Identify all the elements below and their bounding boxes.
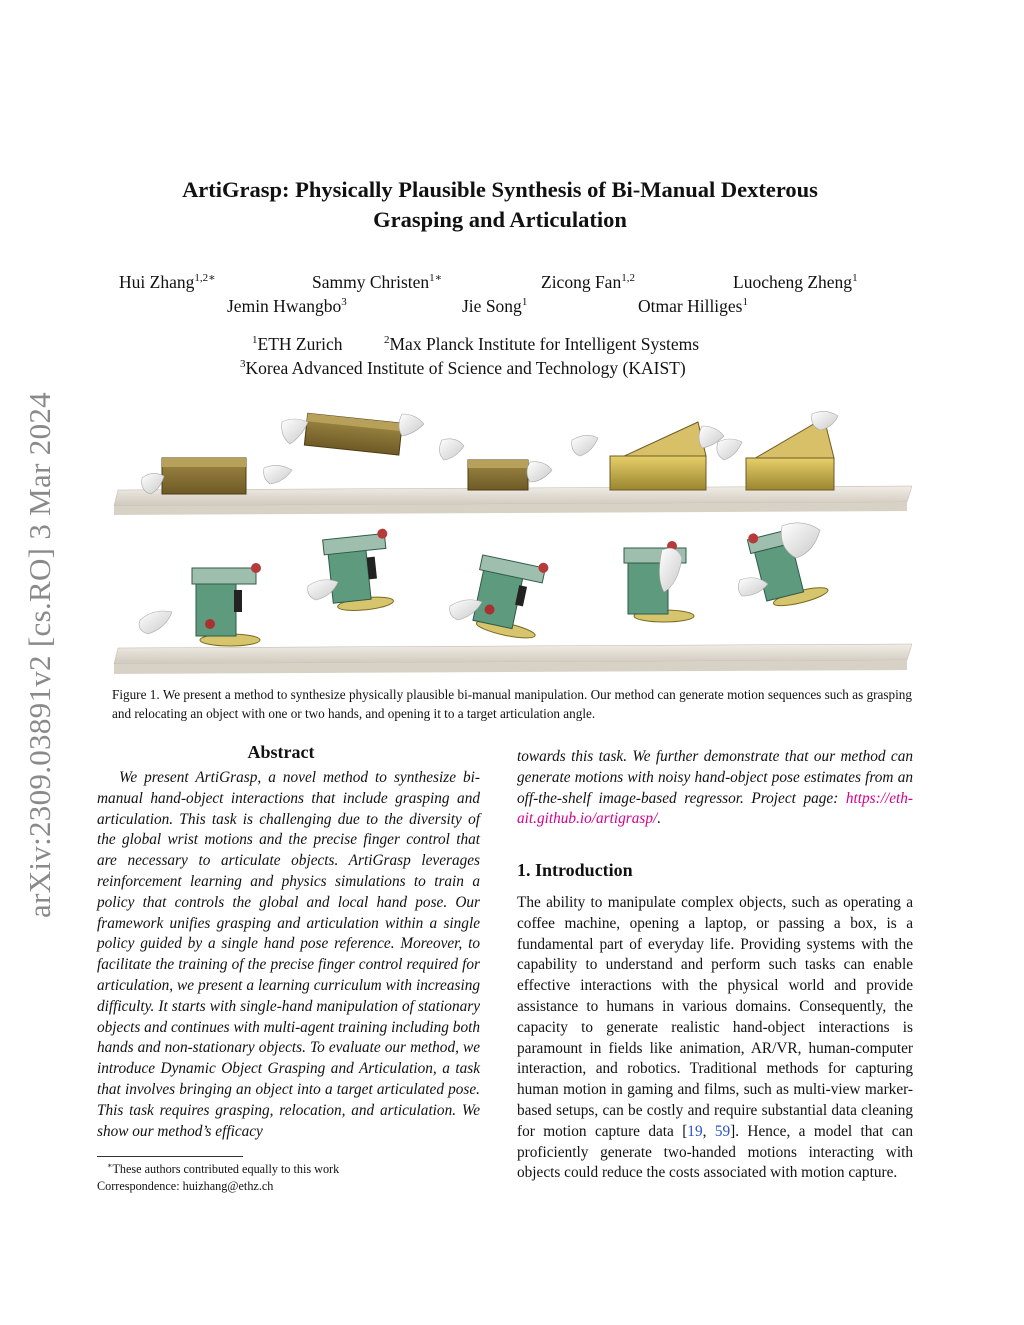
- introduction-text-b: ,: [702, 1122, 715, 1140]
- figure-1-caption: Figure 1. We present a method to synthesize physically plausible bi-manual manipulation. Our method can generate motion sequences such as grasping and relocating an object with one or two hands, and opening it to a target articulation angle.: [112, 687, 912, 721]
- author-2: Sammy Christen$^{1∗}$: [312, 272, 443, 292]
- mixer-3: [467, 550, 550, 641]
- box-closed-tilted: [304, 413, 402, 455]
- project-page-link[interactable]: https://eth-ait.github.io/artigrasp/: [517, 789, 914, 828]
- abstract-continued: [517, 747, 913, 830]
- footnote-correspondence: Correspondence: huizhang@ethz.ch: [97, 1179, 274, 1193]
- citation-59[interactable]: 59: [714, 1122, 731, 1140]
- mixer-4: [624, 541, 694, 622]
- author-3: Zicong Fan$^{1,2}$: [541, 272, 635, 292]
- paper-title-line-1: ArtiGrasp: Physically Plausible Synthesis of Bi-Manual Dexterous: [182, 177, 818, 202]
- box-closed-3: [468, 460, 528, 490]
- affiliation-3: $^3$Korea Advanced Institute of Science and Technology (KAIST): [240, 358, 686, 378]
- arxiv-identifier: [20, 355, 60, 955]
- introduction-text-a: The ability to manipulate complex objects, such as operating a coffee machine, opening a laptop, or passing a box, is a fundamental part of everyday life. Providing systems with the capability to understand and perform such tasks can enable effective interactions with the physical world and provide assistance to humans in various domains. Consequently, the capacity to generate realistic hand-object interactions is paramount in fields like animation, AR/VR, human-computer interaction, and robotics. Traditional methods for capturing human motion in gaming and films, such as multi-view marker-based setups, can be costly and require substantial data cleaning for motion capture data [: [517, 894, 913, 1140]
- mixer-1: [192, 563, 261, 646]
- author-6: Jie Song$^1$: [462, 296, 528, 316]
- mixer-2: [322, 528, 395, 613]
- author-5: Jemin Hwangbo$^3$: [227, 296, 347, 316]
- paper-title-line-2: Grasping and Articulation: [373, 207, 627, 232]
- footnote-equal-contribution: These authors contributed equally to this work: [112, 1162, 340, 1176]
- box-open-1: [610, 422, 706, 490]
- author-4: Luocheng Zheng$^1$: [733, 272, 858, 292]
- hand-11: [139, 611, 172, 634]
- paper-title: [120, 175, 880, 235]
- hand-14: [659, 548, 682, 592]
- footnote-rule: [97, 1156, 243, 1157]
- hand-4: [399, 414, 424, 436]
- introduction-text-c: ]. Hence, a model that can proficiently generate two-handed motions interacting with objects could reduce the costs associated with motion capture.: [517, 1122, 914, 1182]
- abstract-body: We present ArtiGrasp, a novel method to synthesize bi-manual hand-object interactions that include grasping and articulation. This task is challenging due to the diversity of the global wrist motions and the precise finger control that are necessary to articulate objects. ArtiGrasp leverages reinforcement learning and physics simulations to train a policy that controls the global and local hand pose. Our framework unifies grasping and articulation within a single policy guided by a single hand pose reference. Moreover, to facilitate the training of the precise finger control required for articulation, we present a learning curriculum with increasing difficulty. It starts with single-hand manipulation of stationary objects and continues with multi-agent training including both hands and non-stationary objects. To evaluate our method, we introduce Dynamic Object Grasping and Articulation, a task that involves bringing an object into a target articulated pose. This task requires grasping, relocation, and articulation. We show our method’s efficacy: [97, 769, 480, 1140]
- hand-3: [264, 465, 292, 484]
- hand-2: [282, 419, 308, 444]
- hand-9: [717, 439, 742, 460]
- hand-7: [572, 435, 598, 456]
- affiliation-1: $^1$ETH Zurich: [252, 334, 343, 354]
- hand-5: [439, 439, 464, 460]
- footnote-mark: ∗: [107, 1160, 113, 1170]
- introduction-heading: 1. Introduction: [517, 860, 633, 880]
- hand-10: [812, 411, 838, 430]
- introduction-body: [517, 893, 913, 1184]
- hand-6: [527, 462, 552, 482]
- citation-19[interactable]: 19: [687, 1122, 703, 1140]
- abstract-link-end: .: [657, 810, 662, 828]
- abstract-continued-text: towards this task. We further demonstrate that our method can generate motions with noisy hand-object pose estimates from an off-the-shelf image-based regressor. Project page:: [517, 748, 913, 807]
- abstract-heading: Abstract: [247, 742, 315, 762]
- box-closed-1: [162, 458, 246, 494]
- footnote: [97, 1161, 339, 1195]
- table-bottom-row: [114, 644, 912, 674]
- affiliation-2: $^2$Max Planck Institute for Intelligent Systems: [384, 334, 700, 354]
- figure-1-image: [112, 400, 912, 675]
- author-1: Hui Zhang$^{1,2∗}$: [119, 272, 216, 292]
- author-7: Otmar Hilliges$^1$: [638, 296, 748, 316]
- arxiv-identifier-text: arXiv:2309.03891v2 [cs.RO] 3 Mar 2024: [22, 392, 57, 918]
